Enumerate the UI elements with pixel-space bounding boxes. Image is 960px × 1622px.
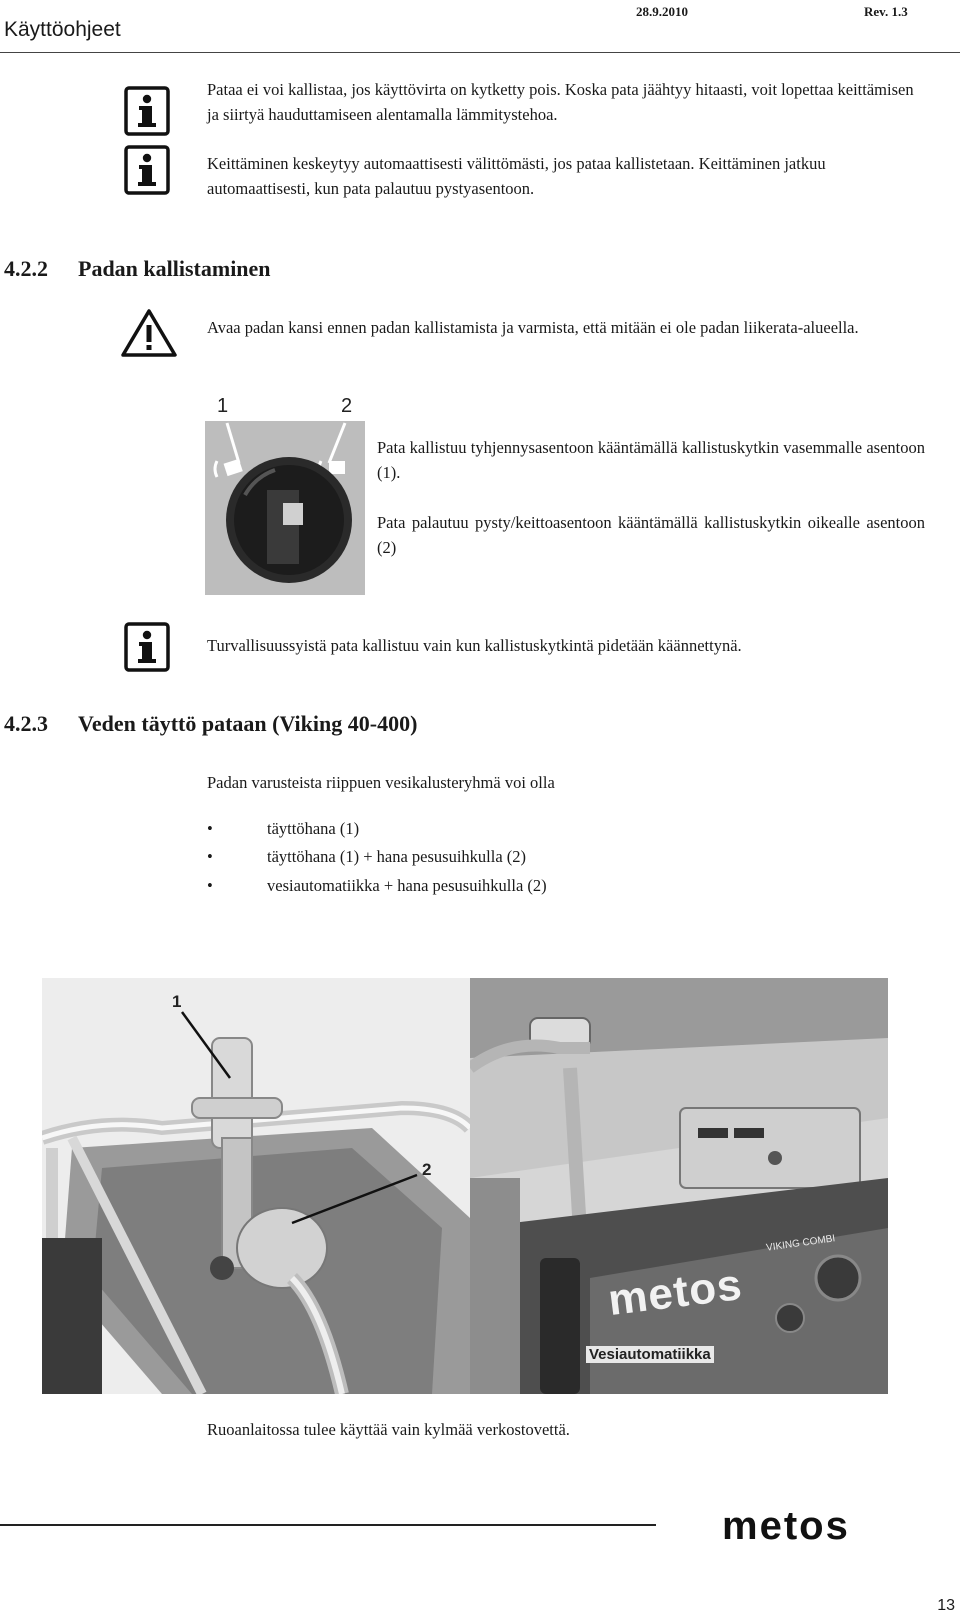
document-revision: Rev. 1.3: [864, 4, 908, 19]
warning-text: Avaa padan kansi ennen padan kallistamista ja varmista, että mitään ei ole padan liikerata-alueella.: [207, 318, 859, 337]
section-heading: [4, 256, 271, 282]
list-item-text: täyttöhana (1): [267, 819, 360, 838]
switch-label-2: 2: [341, 395, 353, 417]
page-number: 13: [937, 1597, 955, 1614]
note-text: Keittäminen keskeytyy automaattisesti välittömästi, jos pataa kallistetaan. Keittäminen jatkuu automaattisesti, kun pata palautuu pystyasentoon.: [207, 154, 826, 198]
document-title: Käyttöohjeet: [4, 18, 121, 41]
section-heading: [4, 711, 417, 737]
switch-label-1: 1: [217, 395, 229, 417]
header-divider: [0, 52, 960, 53]
list-item-text: täyttöhana (1) + hana pesusuihkulla (2): [267, 847, 527, 866]
info-icon: [124, 145, 170, 195]
list-item-text: vesiautomatiikka + hana pesusuihkulla (2): [267, 876, 547, 895]
intro-text: Padan varusteista riippuen vesikalusteryhmä voi olla: [207, 773, 555, 792]
faucet-photo: [42, 978, 470, 1394]
photo-caption: Vesiautomatiikka: [586, 1346, 714, 1363]
note-text: Pataa ei voi kallistaa, jos käyttövirta on kytketty pois. Koska pata jäähtyy hitaasti, voit lopettaa keittämisen ja siirtyä hauduttamiseen alentamalla lämmitystehoa.: [207, 80, 914, 124]
bullet: •: [207, 847, 213, 866]
metos-logo: metos: [722, 1504, 850, 1548]
tilt-switch-image: [205, 395, 365, 595]
section-number: 4.2.2: [4, 256, 48, 281]
tilt-right-text: Pata palautuu pysty/keittoasentoon kääntämällä kallistuskytkin oikealle asentoon (2): [377, 513, 925, 557]
section-number: 4.2.3: [4, 711, 48, 736]
water-automation-photo: [470, 978, 888, 1394]
list-item: [207, 847, 526, 867]
bullet: •: [207, 876, 213, 895]
tilt-left-text: Pata kallistuu tyhjennysasentoon kääntämällä kallistuskytkin vasemmalle asentoon (1).: [377, 438, 925, 482]
photo-model-label: VIKING COMBI: [765, 1233, 836, 1254]
info-icon: [124, 622, 170, 672]
faucet-label-2: 2: [422, 1160, 432, 1179]
photo-brand-label: metos: [605, 1259, 746, 1326]
document-date: 28.9.2010: [636, 4, 688, 19]
safety-info-text: Turvallisuussyistä pata kallistuu vain kun kallistuskytkintä pidetään käännettynä.: [207, 636, 742, 655]
footer-divider: [0, 1524, 656, 1526]
list-item: [207, 876, 547, 896]
cold-water-note: Ruoanlaitossa tulee käyttää vain kylmää verkostovettä.: [207, 1420, 570, 1439]
section-title: Veden täyttö pataan (Viking 40-400): [78, 711, 418, 736]
info-icon: [124, 86, 170, 136]
faucet-label-1: 1: [172, 992, 182, 1011]
bullet: •: [207, 819, 213, 838]
list-item: [207, 819, 359, 839]
warning-icon: [120, 308, 178, 358]
section-title: Padan kallistaminen: [78, 256, 271, 281]
